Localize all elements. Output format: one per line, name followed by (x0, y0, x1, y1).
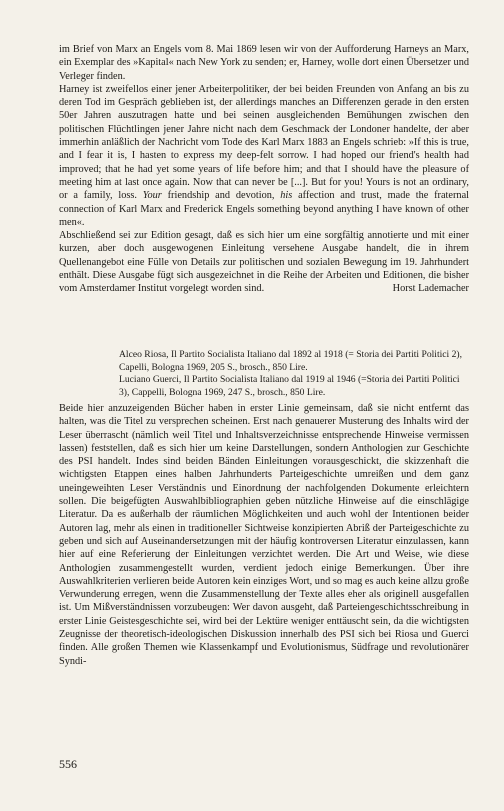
bibliography-entry-guerci: Luciano Guerci, Il Partito Socialista Italiano dal 1919 al 1946 (=Storia dei Partiti Politici 3), Cappelli, Bologna 1969, 247 S., brosch., 850 Lire. (119, 374, 460, 398)
review-body (59, 402, 469, 668)
reviewer-signature: Horst Lademacher (392, 283, 469, 295)
conclusion-text: Abschließend sei zur Edition gesagt, daß es sich hier um eine sorgfältig annotierte und mit einer kurzen, aber doch ausgewogenen Einleitung versehene Ausgabe handelt, die in ihrem Quellenangebot eine Fülle von Details zur politischen und sozialen Bewegung im 19. Jahrhundert enthält. Diese Ausgabe fügt sich ausgezeichnet in die Reihe der Arbeiten und Editionen, die bisher vom Amsterdamer Institut vorgelegt worden sind. (59, 230, 469, 295)
review-paragraph: Beide hier anzuzeigenden Bücher haben in erster Linie gemeinsam, daß sie nicht entfernt das halten, was die Titel zu versprechen scheinen. Erst nach genauerer Musterung des Inhalts wird der Leser überrascht (nämlich weil Titel und Inhaltsverzeichnisse entsprechende Hinweise vermissen lassen) feststellen, daß es sich hier um keine Darstellungen, sondern Anthologien zur Geschichte des PSI handelt. Indes sind beiden Bänden Einleitungen vorausgeschickt, die skizzenhaft die wichtigsten Etappen eines halben Jahrhunderts Parteigeschichte umreißen und dem ganz uneingeweihten Leser Verständnis und Einordnung der nachfolgenden Dokumente erleichtern sollen. Die beigefügten Auswahlbibliographien geben nützliche Hinweise auf die einschlägige Literatur. Da es außerhalb der räumlichen Möglichkeiten und auch wohl der Intentionen beider Autoren lag, mehr als einen in traditioneller Sichtweise konzipierten Abriß der Parteigeschichte zu geben und sich auf Auseinandersetzungen mit der häufig kontroversen Literatur einzulassen, kann hier auf eine Referierung der Einleitungen verzichtet werden. Die Art und Weise, wie diese Anthologien zusammengestellt wurden, verdient jedoch einige Bemerkungen. Über ihre Auswahlkriterien verlieren beide Autoren kein einziges Wort, und so mag es auch keine allzu große Verwunderung erregen, wenn die Zusammenstellung der Texte alles eher als originell ausgefallen ist. Um Mißverständnissen vorzubeugen: Wer davon ausgeht, daß Parteiengeschichtsschreibung in erster Linie Geistesgeschichte sei, wird bei der Lektüre weniger enttäuscht sein, da die wichtigsten Zeugnisse der theoretisch-ideologischen Diskussion innerhalb des PSI sich bei Riosa und Guerci finden. Alle großen Themen wie Klassenkampf und Evolutionismus, Südfrage und revolutionärer Syndi- (59, 403, 469, 667)
harney-italic-his: his (280, 190, 293, 202)
bibliography-entry-riosa: Alceo Riosa, Il Partito Socialista Italiano dal 1892 al 1918 (= Storia dei Partiti Politici 2), Capelli, Bologna 1969, 205 S., brosch., 850 Lire. (119, 349, 462, 373)
previous-review-text (59, 43, 469, 296)
review-bibliography-header (119, 349, 469, 399)
paragraph-marx-engels-letter: im Brief von Marx an Engels vom 8. Mai 1869 lesen wir von der Aufforderung Harneys an Marx, ein Exemplar des »Kapital« nach New York zu senden; er, Harney, wolle dort einen Übersetzer und Verleger finden. (59, 44, 469, 82)
harney-italic-your: Your (142, 190, 162, 202)
harney-text-b: friendship and devotion, (161, 190, 281, 202)
harney-text-c: affection and trust, made the fraternal connection of Karl Marx and Frederick Engels something beyond anything I have known of other men«. (59, 190, 469, 228)
paragraph-harney (59, 83, 469, 229)
page-number: 556 (59, 757, 77, 771)
harney-text-a: Harney ist zweifellos einer jener Arbeiterpolitiker, der bei beiden Freunden von Anfang an bis zu deren Tod im Gespräch geblieben ist, der allerdings manches an Differenzen gerade in den ersten 50er Jahren auszutragen hatte und bei seinen ausgleichenden Bemühungen zwischen den politischen Flüchtlingen jener Jahre nicht nach dem Geschmack der Londoner handelte, der aber immerhin anläßlich der Nachricht vom Tode des Karl Marx 1883 an Engels schrieb: »If this is true, and I fear it is, I hasten to express my deep-felt sorrow. I had hoped our friend's health had improved; that he had yet some years of life before him; and that I should have the pleasure of meeting him at last once again. Now that can never be [...]. But for you! Yours is not an ordinary, or a family, loss. (59, 83, 469, 202)
